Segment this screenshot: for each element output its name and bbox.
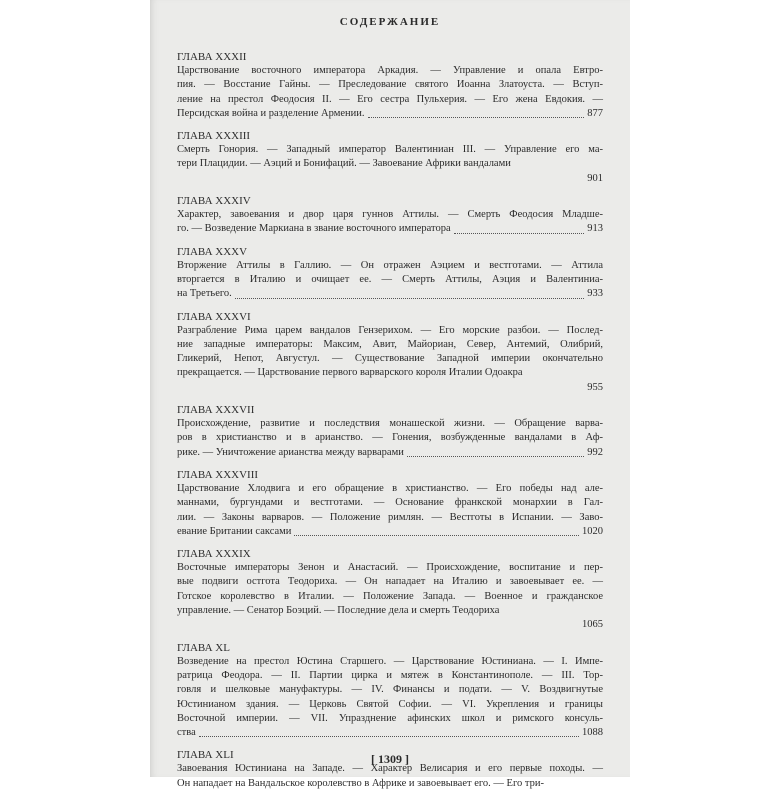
- book-page: [150, 0, 630, 789]
- summary-line: ние западные императоры: Максим, Авит, Майориан, Север, Антемий, Олибрий,: [177, 338, 603, 350]
- chapter-summary: [177, 561, 603, 632]
- summary-line: вые подвиги остгота Теодориха. — Он нападает на Италию и завоевывает ее. —: [177, 576, 603, 588]
- toc-chapter: [177, 50, 603, 121]
- summary-line: Царствование Хлодвига и его обращение в христианство. — Его победы над але-: [177, 482, 603, 494]
- page-number-line: [177, 618, 603, 632]
- summary-line: Юстинианом здания. — Церковь Святой Софии. — VI. Укрепления и границы: [177, 698, 603, 710]
- summary-line-with-page: [177, 107, 603, 121]
- leader-dots: [368, 117, 585, 118]
- chapter-page-number: 913: [587, 223, 603, 235]
- chapter-summary: [177, 417, 603, 460]
- chapter-title: ГЛАВА XXXIII: [177, 130, 251, 143]
- summary-line: го. — Возведение Маркиана в звание восточного императора: [177, 223, 451, 235]
- summary-line: управление. — Сенатор Боэций. — Последние дела и смерть Теодориха: [177, 605, 500, 617]
- toc-chapter: [177, 468, 603, 539]
- chapter-page-number: 877: [587, 107, 603, 119]
- chapter-page-number: 955: [587, 381, 603, 393]
- leader-dots: [199, 736, 579, 737]
- chapter-page-number: 933: [587, 288, 603, 300]
- chapter-summary: [177, 143, 603, 186]
- page-number-line: [177, 172, 603, 186]
- leader-dots: [454, 233, 585, 234]
- chapter-summary: [177, 64, 603, 121]
- summary-line-with-page: [177, 287, 603, 301]
- summary-line: маннами, бургундами и вестготами. — Основание франкской монархии в Гал-: [177, 497, 603, 509]
- summary-line: Восточные императоры Зенон и Анастасий. — Происхождение, воспитание и пер-: [177, 562, 603, 574]
- chapter-summary: [177, 259, 603, 302]
- summary-line: Смерть Гонория. — Западный император Валентиниан III. — Управление его ма-: [177, 144, 603, 156]
- summary-line: на Третьего.: [177, 288, 232, 300]
- chapter-title: ГЛАВА XXXV: [177, 245, 248, 258]
- toc-chapter: [177, 245, 603, 302]
- summary-line-with-page: [177, 446, 603, 460]
- chapter-title: ГЛАВА XXXVIII: [177, 468, 259, 481]
- summary-line: евание Британии саксами: [177, 525, 292, 537]
- chapter-page-number: 992: [587, 446, 603, 458]
- chapter-title: ГЛАВА XXXVII: [177, 404, 255, 417]
- summary-line: Он нападает на Вандальское королевство в Африке и завоевывает его. — Его три-: [177, 777, 544, 789]
- toc-chapter: [177, 129, 603, 186]
- chapter-summary: [177, 482, 603, 539]
- chapter-page-number: 901: [587, 172, 603, 184]
- leader-dots: [235, 298, 584, 299]
- toc-chapter: [177, 641, 603, 741]
- chapter-title: ГЛАВА XL: [177, 641, 230, 654]
- summary-line: Разграбление Рима царем вандалов Гензерихом. — Его морские разбои. — Послед-: [177, 324, 603, 336]
- summary-line: вторгается в Италию и очищает ее. — Смерть Аттилы, Аэция и Валентиниа-: [177, 273, 603, 285]
- chapter-page-number: 1065: [582, 619, 603, 631]
- summary-line: ров в христианство и в арианство. — Гонения, возбужденные вандалами в Аф-: [177, 432, 603, 444]
- summary-line: тери Плацидии. — Аэций и Бонифаций. — Завоевание Африки вандалами: [177, 158, 511, 170]
- table-of-contents: [177, 50, 603, 799]
- summary-line: Происхождение, развитие и последствия монашеской жизни. — Обращение варва-: [177, 418, 603, 430]
- toc-chapter: [177, 403, 603, 460]
- chapter-title: ГЛАВА XXXIX: [177, 548, 251, 561]
- summary-line: пия. — Восстание Гайны. — Преследование святого Иоанна Златоуста. — Вступ-: [177, 79, 603, 91]
- summary-line: говля и шелковые мануфактуры. — IV. Финансы и подати. — V. Воздвигнутые: [177, 684, 603, 696]
- page-number-footer: [ 1309 ]: [371, 752, 409, 766]
- chapter-summary: [177, 655, 603, 741]
- chapter-title: ГЛАВА XXXIV: [177, 195, 251, 208]
- chapter-title: ГЛАВА XLI: [177, 749, 234, 762]
- summary-line: ратрица Феодора. — II. Партии цирка и мятеж в Константинополе. — III. Тор-: [177, 669, 603, 681]
- summary-line-with-page: [177, 726, 603, 740]
- toc-chapter: [177, 547, 603, 632]
- summary-line: Персидская война и разделение Армении.: [177, 107, 365, 119]
- chapter-summary: [177, 208, 603, 237]
- summary-line-with-page: [177, 525, 603, 539]
- chapter-page-number: 1020: [582, 525, 603, 537]
- chapter-title: ГЛАВА XXXVI: [177, 310, 251, 323]
- summary-line-with-page: [177, 222, 603, 236]
- chapter-summary: [177, 324, 603, 395]
- summary-line: Характер, завоевания и двор царя гуннов Аттилы. — Смерть Феодосия Младше-: [177, 209, 603, 221]
- summary-line: ства: [177, 727, 196, 739]
- page-header: СОДЕРЖАНИЕ: [339, 16, 441, 28]
- summary-line: Восточной империи. — VII. Упразднение афинских школ и римского консуль-: [177, 712, 603, 724]
- summary-line: Возведение на престол Юстина Старшего. — Царствование Юстиниана. — I. Импе-: [177, 655, 603, 667]
- toc-chapter: [177, 310, 603, 395]
- summary-line: прекращается. — Царствование первого варварского короля Италии Одоакра: [177, 367, 523, 379]
- summary-line: Царствование восточного императора Аркадия. — Управление и опала Евтро-: [177, 65, 603, 76]
- toc-chapter: [177, 194, 603, 237]
- summary-line: Вторжение Аттилы в Галлию. — Он отражен Аэцием и вестготами. — Аттила: [177, 259, 603, 271]
- summary-line: рике. — Уничтожение арианства между варварами: [177, 446, 404, 458]
- leader-dots: [407, 456, 584, 457]
- summary-line: Готское королевство в Италии. — Положение Запада. — Военное и гражданское: [177, 590, 603, 602]
- summary-line: лии. — Законы варваров. — Положение римлян. — Вестготы в Испании. — Заво-: [177, 511, 603, 523]
- summary-line: Завоевания Юстиниана на Западе. — Характер Велисария и его первые походы. —: [177, 763, 603, 775]
- summary-line: ление на престол Феодосия II. — Его сестра Пульхерия. — Его жена Евдокия. —: [177, 93, 603, 105]
- chapter-page-number: 1088: [582, 727, 603, 739]
- summary-line: Гликерий, Непот, Августул. — Существование Западной империи окончательно: [177, 353, 603, 365]
- leader-dots: [294, 535, 579, 536]
- page-number-line: [177, 381, 603, 395]
- chapter-title: ГЛАВА XXXII: [177, 51, 247, 63]
